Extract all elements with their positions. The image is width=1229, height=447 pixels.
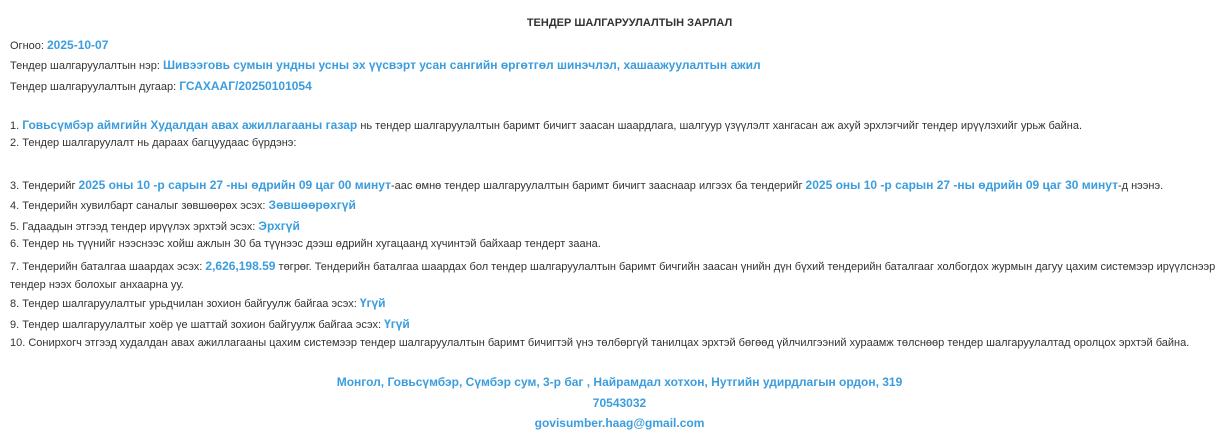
- item-10-text: 10. Сонирхогч этгээд худалдан авах ажиллагааны цахим системээр тендер шалгаруулалтын баримт бичигтэй үнэ төлбөргүй танилцах эрхтэй бөгөөд үйлчилгээний хураамж төлснөөр тендер шалгаруулалтад оролцох эрхтэй байна.: [10, 337, 1190, 349]
- item-2: [10, 135, 1221, 152]
- item-8: [10, 295, 1221, 313]
- item-8-label: 8. Тендер шалгаруулалтыг урьдчилан зохион байгуулж байгаа эсэх:: [10, 298, 360, 310]
- item-1: [10, 117, 1221, 135]
- tender-number-label: Тендер шалгаруулалтын дугаар:: [10, 81, 180, 93]
- date-value: 2025-10-07: [47, 38, 109, 52]
- item-7-label: 7. Тендерийн баталгаа шаардах эсэх:: [10, 261, 206, 273]
- item-3-deadline: 2025 оны 10 -р сарын 27 -ны өдрийн 09 цаг 00 минут: [78, 178, 391, 192]
- item-6-text: 6. Тендер нь түүнийг нээснээс хойш ажлын 30 ба түүнээс дээш өдрийн хугацаанд хүчинтэй байхаар тендерт заана.: [10, 238, 601, 250]
- date-row: [10, 37, 1221, 55]
- item-4: [10, 197, 1221, 215]
- item-3-opening: 2025 оны 10 -р сарын 27 -ны өдрийн 09 цаг 30 минут: [805, 178, 1118, 192]
- item-9-value: Үгүй: [384, 317, 410, 331]
- item-3-prefix: 3. Тендерийг: [10, 180, 79, 192]
- item-4-value: Зөвшөөрөхгүй: [268, 198, 356, 212]
- footer-email[interactable]: govisumber.haag@gmail.com: [534, 416, 705, 430]
- item-1-org: Говьсүмбэр аймгийн Худалдан авах ажиллагааны газар: [22, 118, 358, 132]
- item-3-middle: -аас өмнө тендер шалгаруулалтын баримт бичигт зааснаар илгээх ба тендерийг: [390, 180, 806, 192]
- tender-name-value: Шивээговь сумын ундны усны эх үүсвэрт усан сангийн өргөтгөл шинэчлэл, хашаажуулалтын ажил: [162, 58, 761, 72]
- date-label: Огноо:: [10, 40, 47, 52]
- item-3: [10, 177, 1221, 195]
- item-10: [10, 335, 1221, 352]
- item-8-value: Үгүй: [359, 296, 386, 310]
- item-1-text: нь тендер шалгаруулалтын баримт бичигт заасан шаардлага, шалгуур үзүүлэлт хангасан аж ахуй эрхлэгчийг тендер ирүүлэхийг урьж байна.: [357, 120, 1083, 132]
- item-9-label: 9. Тендер шалгаруулалтыг хоёр үе шаттай зохион байгуулж байгаа эсэх:: [10, 319, 385, 331]
- footer-phone: 70543032: [592, 396, 647, 410]
- item-2-text: 2. Тендер шалгаруулалт нь дараах багцуудаас бүрдэнэ:: [10, 137, 297, 149]
- item-1-prefix: 1.: [10, 120, 23, 132]
- item-7-text: төгрөг. Тендерийн баталгаа шаардах бол тендер шалгаруулалтын баримт бичгийн заасан үнийн дүн бүхий тендерийн баталгааг холбогдох журмын дагуу цахим системээр ирүүлснээр тендер нээх болохыг анхаарна уу.: [10, 261, 1216, 291]
- footer-address: Монгол, Говьсүмбэр, Сүмбэр сум, 3-р баг , Найрамдал хотхон, Нутгийн удирдлагын ордон, 319: [336, 375, 903, 389]
- item-5-label: 5. Гадаадын этгээд тендер ирүүлэх эрхтэй эсэх:: [10, 221, 259, 233]
- tender-name-label: Тендер шалгаруулалтын нэр:: [10, 60, 163, 72]
- item-6: [10, 236, 1221, 253]
- item-7: [10, 257, 1221, 294]
- item-5: [10, 218, 1221, 236]
- item-4-label: 4. Тендерийн хувилбарт саналыг зөвшөөрөх эсэх:: [10, 200, 269, 212]
- item-3-suffix: -д нээнэ.: [1117, 180, 1164, 192]
- item-7-value: 2,626,198.59: [205, 259, 276, 273]
- tender-number-row: [10, 78, 1221, 96]
- item-9: [10, 316, 1221, 334]
- item-5-value: Эрхгүй: [258, 219, 300, 233]
- tender-name-row: [10, 57, 1221, 75]
- page-title: ТЕНДЕР ШАЛГАРУУЛАЛТЫН ЗАРЛАЛ: [526, 17, 733, 29]
- tender-number-value: ГСАХААГ/20250101054: [179, 79, 312, 93]
